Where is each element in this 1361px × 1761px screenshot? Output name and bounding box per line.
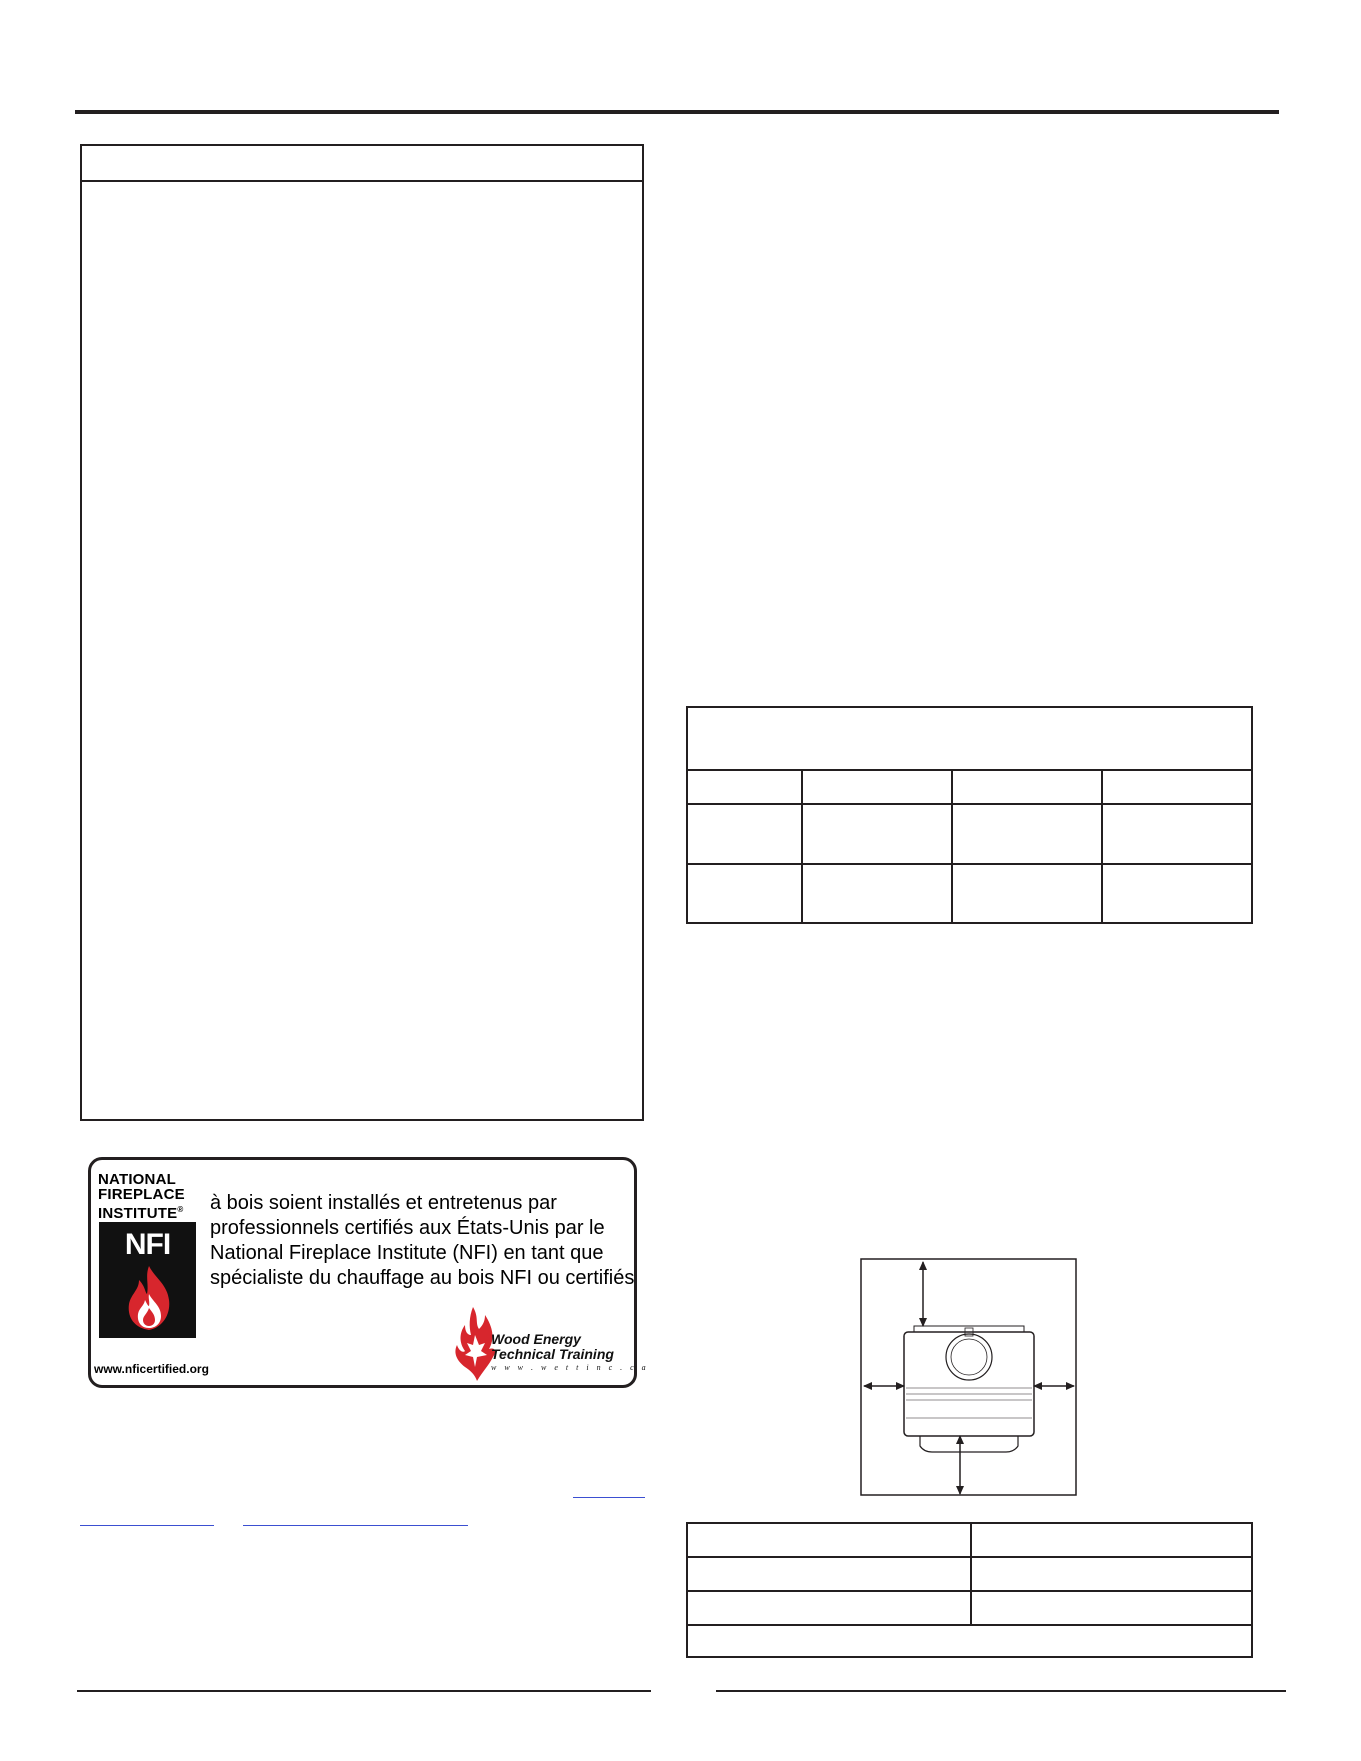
nfi-description: [210, 1191, 634, 1291]
footer-rule-left: [77, 1690, 651, 1692]
wett-logo-text: [491, 1332, 614, 1362]
nfi-certification-box: [88, 1157, 649, 1388]
clearance-diagram: [860, 1258, 1078, 1498]
wett-line-1: Wood Energy: [491, 1331, 581, 1347]
clearance-table-row-divider-2: [688, 863, 1251, 865]
nfi-logo-text: [98, 1172, 185, 1221]
nfi-flame-icon: [119, 1264, 179, 1332]
clearance-table-row-divider-1: [688, 803, 1251, 805]
registered-mark: ®: [177, 1205, 184, 1214]
left-info-box: [80, 144, 644, 1121]
clearance-table-col-divider-3: [1101, 769, 1103, 922]
dimension-table: [686, 1522, 1253, 1658]
link-underline-3[interactable]: [243, 1525, 468, 1526]
clearance-table: [686, 706, 1253, 924]
footer-rule-right: [716, 1690, 1286, 1692]
nfi-text-line-3: National Fireplace Institute (NFI) en tant que: [210, 1242, 604, 1264]
dimension-table-col-divider: [970, 1524, 972, 1624]
link-underline-2[interactable]: [80, 1525, 214, 1526]
left-info-box-header-divider: [82, 180, 642, 182]
nfi-logo-line1: NATIONAL: [98, 1171, 176, 1188]
nfi-logo-line2: FIREPLACE: [98, 1186, 185, 1203]
header-rule: [75, 110, 1279, 114]
wett-line-2: Technical Training: [491, 1346, 614, 1362]
nfi-text-line-4: spécialiste du chauffage au bois NFI ou certifiés: [210, 1267, 635, 1289]
nfi-logo-badge: [99, 1222, 196, 1338]
nfi-text-line-2: professionnels certifiés aux États-Unis par le: [210, 1217, 605, 1239]
nfi-logo-line3: INSTITUTE®: [98, 1205, 184, 1222]
nfi-badge-text: NFI: [124, 1228, 171, 1261]
dimension-table-row-divider-3: [688, 1624, 1251, 1626]
wett-url: w w w . w e t t i n c . c a: [491, 1363, 649, 1372]
clearance-table-header-divider: [688, 769, 1251, 771]
nfi-text-line-1: à bois soient installés et entretenus par: [210, 1192, 557, 1214]
nfi-url[interactable]: www.nficertified.org: [94, 1362, 209, 1376]
clearance-table-col-divider-2: [951, 769, 953, 922]
clearance-table-col-divider-1: [801, 769, 803, 922]
link-underline-1[interactable]: [573, 1497, 645, 1498]
